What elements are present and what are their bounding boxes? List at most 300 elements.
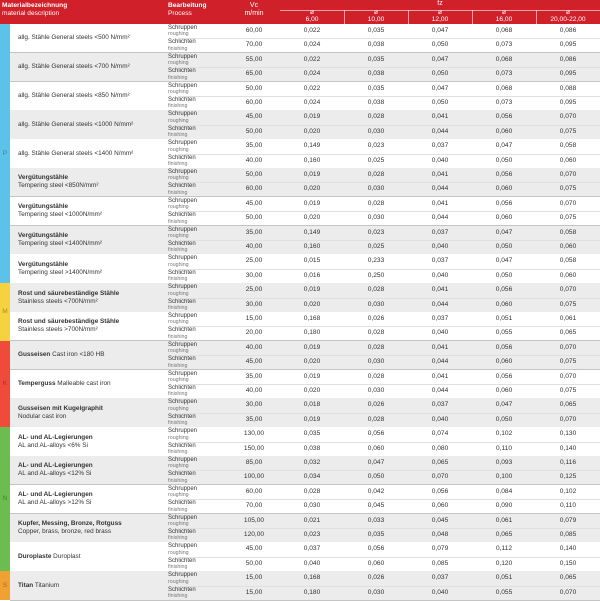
fz-value-4: 0,050 bbox=[495, 156, 513, 164]
fz-value-1: 0,168 bbox=[303, 574, 321, 582]
diameter-symbol: ø bbox=[565, 9, 571, 16]
fz-value-3: 0,070 bbox=[431, 473, 449, 481]
process-en: finishing bbox=[168, 160, 188, 167]
header-diameter-1 bbox=[280, 10, 344, 24]
row-divider bbox=[178, 355, 600, 356]
fz-value-4: 0,100 bbox=[495, 473, 513, 481]
material-name-bold: AL- und AL-Legierungen bbox=[18, 433, 93, 441]
fz-value-3: 0,065 bbox=[431, 459, 449, 466]
vc-value: 40,00 bbox=[245, 242, 263, 250]
fz-value-4: 0,047 bbox=[495, 257, 513, 265]
material-name-bold: Vergütungstähle bbox=[18, 260, 69, 268]
iso-letter: N bbox=[2, 495, 8, 503]
process-en: finishing bbox=[168, 74, 188, 81]
process-de: Schlichten bbox=[168, 528, 196, 535]
fz-value-5: 0,065 bbox=[559, 574, 577, 582]
process-en: roughing bbox=[168, 319, 189, 326]
vc-value: 50,00 bbox=[245, 214, 263, 222]
process-label bbox=[168, 255, 228, 269]
process-de: Schruppen bbox=[168, 53, 198, 60]
fz-value-1: 0,023 bbox=[303, 530, 321, 538]
iso-bar-p bbox=[0, 24, 10, 283]
fz-value-4: 0,060 bbox=[495, 358, 513, 366]
fz-value-1: 0,180 bbox=[303, 588, 321, 596]
fz-value-4: 0,055 bbox=[495, 588, 513, 596]
fz-value-4: 0,055 bbox=[495, 329, 513, 337]
material-name-primary bbox=[18, 582, 173, 590]
fz-value-3: 0,037 bbox=[431, 315, 449, 322]
fz-value-2: 0,060 bbox=[367, 444, 385, 452]
fz-value-4: 0,093 bbox=[495, 459, 513, 466]
process-label bbox=[168, 558, 228, 572]
fz-value-4: 0,065 bbox=[495, 530, 513, 538]
fz-value-4: 0,068 bbox=[495, 84, 513, 92]
material-name-line: allg. Stähle General steels <1000 N/mm² bbox=[18, 120, 134, 128]
finishing-row bbox=[168, 413, 600, 427]
material-name bbox=[18, 203, 173, 219]
roughing-row bbox=[168, 82, 600, 96]
fz-value-3: 0,041 bbox=[431, 199, 449, 207]
fz-value-1: 0,034 bbox=[303, 473, 321, 481]
header-col-divider bbox=[408, 10, 409, 24]
process-label bbox=[168, 212, 228, 226]
material-name-bold: Vergütungstähle bbox=[18, 203, 69, 211]
fz-value-2: 0,023 bbox=[367, 228, 385, 236]
process-de: Schlichten bbox=[168, 327, 196, 334]
material-name-primary bbox=[18, 434, 173, 442]
vc-value: 105,00 bbox=[243, 516, 265, 524]
fz-value-4: 0,060 bbox=[495, 214, 513, 222]
vc-value: 85,00 bbox=[245, 459, 263, 466]
header-fz: fz bbox=[437, 0, 443, 7]
fz-value-1: 0,024 bbox=[303, 41, 321, 49]
finishing-row bbox=[168, 355, 600, 369]
process-en: finishing bbox=[168, 333, 188, 340]
process-de: Schlichten bbox=[168, 586, 196, 593]
vc-value: 15,00 bbox=[245, 574, 263, 582]
fz-value-5: 0,088 bbox=[559, 84, 577, 92]
fz-value-3: 0,050 bbox=[431, 98, 449, 106]
process-de: Schruppen bbox=[168, 543, 198, 550]
process-en: finishing bbox=[168, 45, 188, 52]
fz-value-4: 0,050 bbox=[495, 415, 513, 423]
process-label bbox=[168, 83, 228, 97]
fz-value-1: 0,040 bbox=[303, 559, 321, 567]
fz-value-2: 0,028 bbox=[367, 113, 385, 121]
fz-value-5: 0,065 bbox=[559, 401, 577, 409]
process-en: roughing bbox=[168, 290, 189, 297]
process-label bbox=[168, 414, 228, 428]
row-divider bbox=[178, 499, 600, 500]
process-label bbox=[168, 140, 228, 154]
fz-value-5: 0,070 bbox=[559, 199, 577, 207]
fz-value-1: 0,160 bbox=[303, 156, 321, 164]
fz-value-3: 0,040 bbox=[431, 415, 449, 423]
process-en: finishing bbox=[168, 189, 188, 196]
fz-value-4: 0,060 bbox=[495, 300, 513, 308]
fz-value-5: 0,095 bbox=[559, 41, 577, 49]
fz-value-3: 0,044 bbox=[431, 358, 449, 366]
material-name-line: allg. Stähle General steels <1400 N/mm² bbox=[18, 149, 134, 157]
material-name-primary bbox=[18, 380, 173, 388]
process-en: finishing bbox=[168, 477, 188, 484]
process-label bbox=[168, 299, 228, 313]
iso-letter: M bbox=[2, 307, 8, 315]
vc-value: 35,00 bbox=[245, 372, 263, 380]
process-de: Schlichten bbox=[168, 356, 196, 363]
row-divider bbox=[178, 96, 600, 97]
process-en: roughing bbox=[168, 549, 189, 556]
material-name bbox=[18, 34, 173, 42]
process-label bbox=[168, 39, 228, 53]
process-label bbox=[168, 183, 228, 197]
fz-value-1: 0,015 bbox=[303, 257, 321, 265]
process-label bbox=[168, 68, 228, 82]
fz-value-4: 0,056 bbox=[495, 199, 513, 207]
table-header bbox=[0, 0, 600, 24]
material-name-line: Stainless steels >700N/mm² bbox=[18, 326, 98, 334]
fz-value-3: 0,037 bbox=[431, 257, 449, 265]
material-name-bold: Rost und säurebeständige Stähle bbox=[18, 289, 120, 297]
process-de: Schruppen bbox=[168, 313, 198, 319]
roughing-row bbox=[168, 571, 600, 585]
fz-value-1: 0,149 bbox=[303, 228, 321, 236]
process-de: Schlichten bbox=[168, 125, 196, 132]
fz-value-1: 0,024 bbox=[303, 70, 321, 78]
material-name-primary bbox=[18, 351, 173, 359]
vc-value: 50,00 bbox=[245, 84, 263, 92]
fz-value-1: 0,020 bbox=[303, 185, 321, 193]
fz-value-5: 0,070 bbox=[559, 113, 577, 121]
iso-bar-s bbox=[0, 571, 10, 600]
fz-value-2: 0,028 bbox=[367, 329, 385, 337]
diameter-value: 10,00 bbox=[367, 15, 385, 23]
fz-value-2: 0,028 bbox=[367, 372, 385, 380]
process-de: Schruppen bbox=[168, 514, 198, 521]
fz-value-1: 0,019 bbox=[303, 113, 321, 121]
fz-value-3: 0,044 bbox=[431, 214, 449, 222]
fz-value-5: 0,110 bbox=[559, 502, 576, 510]
fz-value-2: 0,050 bbox=[367, 473, 385, 481]
process-en: roughing bbox=[168, 434, 189, 441]
fz-value-4: 0,073 bbox=[495, 70, 513, 78]
fz-value-5: 0,140 bbox=[559, 545, 577, 553]
material-name-bold: Kupfer, Messing, Bronze, Rotguss bbox=[18, 519, 122, 527]
material-name bbox=[18, 63, 173, 71]
process-label bbox=[168, 126, 228, 140]
fz-value-3: 0,050 bbox=[431, 41, 449, 49]
roughing-row bbox=[168, 283, 600, 297]
vc-value: 35,00 bbox=[245, 228, 263, 236]
roughing-row bbox=[168, 341, 600, 355]
vc-value: 25,00 bbox=[245, 257, 263, 265]
row-divider bbox=[178, 557, 600, 558]
fz-value-5: 0,116 bbox=[559, 459, 576, 466]
fz-value-1: 0,019 bbox=[303, 171, 321, 178]
process-en: finishing bbox=[168, 132, 188, 139]
finishing-row bbox=[168, 499, 600, 513]
fz-value-5: 0,070 bbox=[559, 372, 577, 380]
iso-letter: P bbox=[2, 149, 8, 157]
material-name-line: AL and AL-alloys <6% Si bbox=[18, 441, 88, 449]
fz-value-4: 0,110 bbox=[495, 444, 512, 452]
fz-value-4: 0,112 bbox=[495, 545, 512, 553]
process-label bbox=[168, 284, 228, 298]
row-divider bbox=[178, 154, 600, 155]
fz-value-1: 0,022 bbox=[303, 27, 321, 34]
process-label bbox=[168, 443, 228, 457]
roughing-row bbox=[168, 485, 600, 499]
fz-value-4: 0,051 bbox=[495, 574, 513, 582]
process-de: Schruppen bbox=[168, 226, 198, 233]
fz-value-2: 0,033 bbox=[367, 516, 385, 524]
material-name bbox=[18, 582, 173, 590]
finishing-row bbox=[168, 269, 600, 283]
material-name bbox=[18, 405, 173, 421]
vc-value: 50,00 bbox=[245, 559, 263, 567]
vc-value: 45,00 bbox=[245, 199, 263, 207]
fz-value-4: 0,090 bbox=[495, 502, 513, 510]
process-en: finishing bbox=[168, 247, 188, 254]
process-de: Schruppen bbox=[168, 82, 198, 89]
fz-value-5: 0,095 bbox=[559, 98, 577, 106]
fz-value-3: 0,040 bbox=[431, 242, 449, 250]
fz-value-5: 0,130 bbox=[559, 430, 577, 438]
process-label bbox=[168, 543, 228, 557]
fz-value-1: 0,037 bbox=[303, 545, 321, 553]
process-en: roughing bbox=[168, 261, 189, 268]
vc-value: 50,00 bbox=[245, 171, 263, 178]
material-name bbox=[18, 232, 173, 248]
process-de: Schruppen bbox=[168, 255, 198, 262]
fz-value-2: 0,042 bbox=[367, 487, 385, 495]
iso-letter: S bbox=[2, 581, 8, 589]
fz-value-5: 0,095 bbox=[559, 70, 577, 78]
row-divider bbox=[178, 326, 600, 327]
fz-value-3: 0,048 bbox=[431, 530, 449, 538]
roughing-row bbox=[168, 168, 600, 182]
fz-value-1: 0,035 bbox=[303, 430, 321, 438]
fz-value-1: 0,160 bbox=[303, 242, 321, 250]
fz-value-1: 0,032 bbox=[303, 459, 321, 466]
header-process: Bearbeitung Process bbox=[168, 2, 207, 17]
iso-bar-n bbox=[0, 427, 10, 571]
vc-value: 40,00 bbox=[245, 386, 263, 394]
material-name bbox=[18, 462, 173, 478]
process-en: finishing bbox=[168, 506, 188, 513]
fz-value-2: 0,030 bbox=[367, 300, 385, 308]
process-de: Schruppen bbox=[168, 457, 198, 463]
row-divider bbox=[178, 269, 600, 270]
fz-value-4: 0,050 bbox=[495, 242, 513, 250]
roughing-row bbox=[168, 53, 600, 67]
vc-value: 35,00 bbox=[245, 415, 263, 423]
process-de: Schlichten bbox=[168, 154, 196, 161]
process-label bbox=[168, 356, 228, 370]
material-name bbox=[18, 290, 173, 306]
fz-value-5: 0,140 bbox=[559, 444, 577, 452]
material-name bbox=[18, 92, 173, 100]
fz-value-3: 0,040 bbox=[431, 271, 449, 279]
fz-value-1: 0,019 bbox=[303, 199, 321, 207]
fz-value-5: 0,070 bbox=[559, 171, 577, 178]
fz-value-5: 0,075 bbox=[559, 386, 577, 394]
material-name-line: Tempering steel <1000N/mm² bbox=[18, 211, 103, 219]
fz-value-5: 0,085 bbox=[559, 530, 577, 538]
header-material: Materialbezeichnung material description bbox=[2, 2, 68, 17]
process-label bbox=[168, 111, 228, 125]
fz-value-3: 0,041 bbox=[431, 343, 449, 351]
fz-value-1: 0,020 bbox=[303, 358, 321, 366]
roughing-row bbox=[168, 110, 600, 124]
diameter-value: 12,00 bbox=[431, 15, 449, 23]
material-name-primary bbox=[18, 261, 173, 269]
roughing-row bbox=[168, 514, 600, 528]
material-name-line: allg. Stähle General steels <700 N/mm² bbox=[18, 63, 130, 71]
fz-value-5: 0,086 bbox=[559, 55, 577, 63]
iso-bar-k bbox=[0, 341, 10, 427]
fz-value-1: 0,020 bbox=[303, 127, 321, 135]
material-name-primary bbox=[18, 405, 173, 413]
diameter-value: 16,00 bbox=[495, 15, 513, 23]
process-de: Schruppen bbox=[168, 428, 198, 435]
finishing-row bbox=[168, 470, 600, 484]
fz-value-1: 0,020 bbox=[303, 214, 321, 222]
process-de: Schlichten bbox=[168, 442, 196, 449]
fz-value-5: 0,070 bbox=[559, 588, 577, 596]
row-divider bbox=[178, 528, 600, 529]
vc-value: 100,00 bbox=[243, 473, 265, 481]
process-en: finishing bbox=[168, 276, 188, 283]
process-en: roughing bbox=[168, 377, 189, 383]
fz-value-2: 0,028 bbox=[367, 415, 385, 423]
roughing-row bbox=[168, 254, 600, 268]
fz-value-4: 0,056 bbox=[495, 372, 513, 380]
fz-value-2: 0,233 bbox=[367, 257, 385, 265]
fz-value-5: 0,079 bbox=[559, 516, 577, 524]
fz-value-3: 0,040 bbox=[431, 588, 449, 596]
process-en: roughing bbox=[168, 146, 189, 153]
fz-value-4: 0,056 bbox=[495, 113, 513, 121]
fz-value-3: 0,037 bbox=[431, 401, 449, 409]
vc-value: 70,00 bbox=[245, 502, 263, 510]
vc-value: 15,00 bbox=[245, 588, 263, 596]
vc-value: 30,00 bbox=[245, 300, 263, 308]
fz-value-1: 0,019 bbox=[303, 286, 321, 294]
fz-value-4: 0,051 bbox=[495, 315, 513, 322]
process-en: roughing bbox=[168, 60, 189, 67]
fz-value-2: 0,035 bbox=[367, 27, 385, 34]
fz-value-2: 0,028 bbox=[367, 286, 385, 294]
row-divider bbox=[178, 125, 600, 126]
fz-value-3: 0,080 bbox=[431, 444, 449, 452]
fz-value-5: 0,070 bbox=[559, 286, 577, 294]
fz-value-2: 0,030 bbox=[367, 185, 385, 193]
row-divider bbox=[178, 240, 600, 241]
fz-value-1: 0,019 bbox=[303, 343, 321, 351]
material-name-primary bbox=[18, 203, 173, 211]
roughing-row bbox=[168, 456, 600, 470]
process-label bbox=[168, 54, 228, 68]
row-divider bbox=[178, 384, 600, 385]
material-name-english: Titanium bbox=[33, 581, 60, 589]
fz-value-2: 0,023 bbox=[367, 142, 385, 150]
fz-value-1: 0,019 bbox=[303, 372, 321, 380]
fz-value-3: 0,044 bbox=[431, 386, 449, 394]
material-name-line: AL and AL-alloys >12% Si bbox=[18, 499, 92, 507]
fz-value-5: 0,070 bbox=[559, 415, 577, 423]
fz-value-5: 0,060 bbox=[559, 271, 577, 279]
iso-letter: K bbox=[2, 379, 8, 387]
process-label bbox=[168, 371, 228, 385]
process-en: roughing bbox=[168, 175, 189, 182]
vc-value: 30,00 bbox=[245, 271, 263, 279]
fz-value-4: 0,060 bbox=[495, 127, 513, 135]
vc-value: 60,00 bbox=[245, 185, 263, 193]
material-name-bold: Rost und säurebeständige Stähle bbox=[18, 318, 120, 326]
process-de: Schlichten bbox=[168, 557, 196, 564]
fz-value-3: 0,041 bbox=[431, 113, 449, 121]
vc-value: 60,00 bbox=[245, 487, 263, 495]
row-divider bbox=[178, 298, 600, 299]
process-label bbox=[168, 500, 228, 514]
fz-value-3: 0,040 bbox=[431, 329, 449, 337]
material-name bbox=[18, 351, 173, 359]
process-en: roughing bbox=[168, 521, 189, 527]
process-en: finishing bbox=[168, 304, 188, 311]
fz-value-4: 0,050 bbox=[495, 271, 513, 279]
fz-value-3: 0,045 bbox=[431, 516, 449, 524]
fz-value-2: 0,060 bbox=[367, 559, 385, 567]
header-diameter-4 bbox=[472, 10, 536, 24]
fz-value-3: 0,056 bbox=[431, 487, 449, 495]
vc-value: 60,00 bbox=[245, 27, 263, 34]
fz-value-5: 0,060 bbox=[559, 242, 577, 250]
roughing-row bbox=[168, 398, 600, 412]
fz-value-1: 0,020 bbox=[303, 386, 321, 394]
finishing-row bbox=[168, 528, 600, 542]
fz-value-4: 0,068 bbox=[495, 27, 513, 34]
process-en: finishing bbox=[168, 592, 188, 599]
row-divider bbox=[178, 182, 600, 183]
roughing-row bbox=[168, 139, 600, 153]
diameter-value: 6,00 bbox=[305, 15, 319, 23]
finishing-row bbox=[168, 96, 600, 110]
fz-value-5: 0,075 bbox=[559, 185, 577, 193]
process-en: roughing bbox=[168, 492, 189, 499]
diameter-value: 20,00-22,00 bbox=[550, 15, 586, 23]
material-name-bold: Duroplaste bbox=[18, 552, 52, 560]
finishing-row bbox=[168, 38, 600, 52]
process-de: Schlichten bbox=[168, 298, 196, 305]
fz-value-3: 0,079 bbox=[431, 545, 449, 553]
fz-value-2: 0,038 bbox=[367, 98, 385, 106]
fz-value-2: 0,045 bbox=[367, 502, 385, 510]
process-label bbox=[168, 169, 228, 183]
process-de: Schruppen bbox=[168, 572, 198, 579]
finishing-row bbox=[168, 557, 600, 571]
fz-value-5: 0,102 bbox=[559, 487, 577, 495]
row-divider bbox=[178, 586, 600, 587]
process-en: finishing bbox=[168, 535, 188, 542]
fz-value-5: 0,060 bbox=[559, 156, 577, 164]
fz-value-2: 0,250 bbox=[367, 271, 385, 279]
process-en: roughing bbox=[168, 463, 189, 470]
fz-value-3: 0,044 bbox=[431, 127, 449, 135]
process-de: Schruppen bbox=[168, 169, 198, 175]
fz-value-5: 0,061 bbox=[559, 315, 577, 322]
material-name-primary bbox=[18, 318, 173, 326]
